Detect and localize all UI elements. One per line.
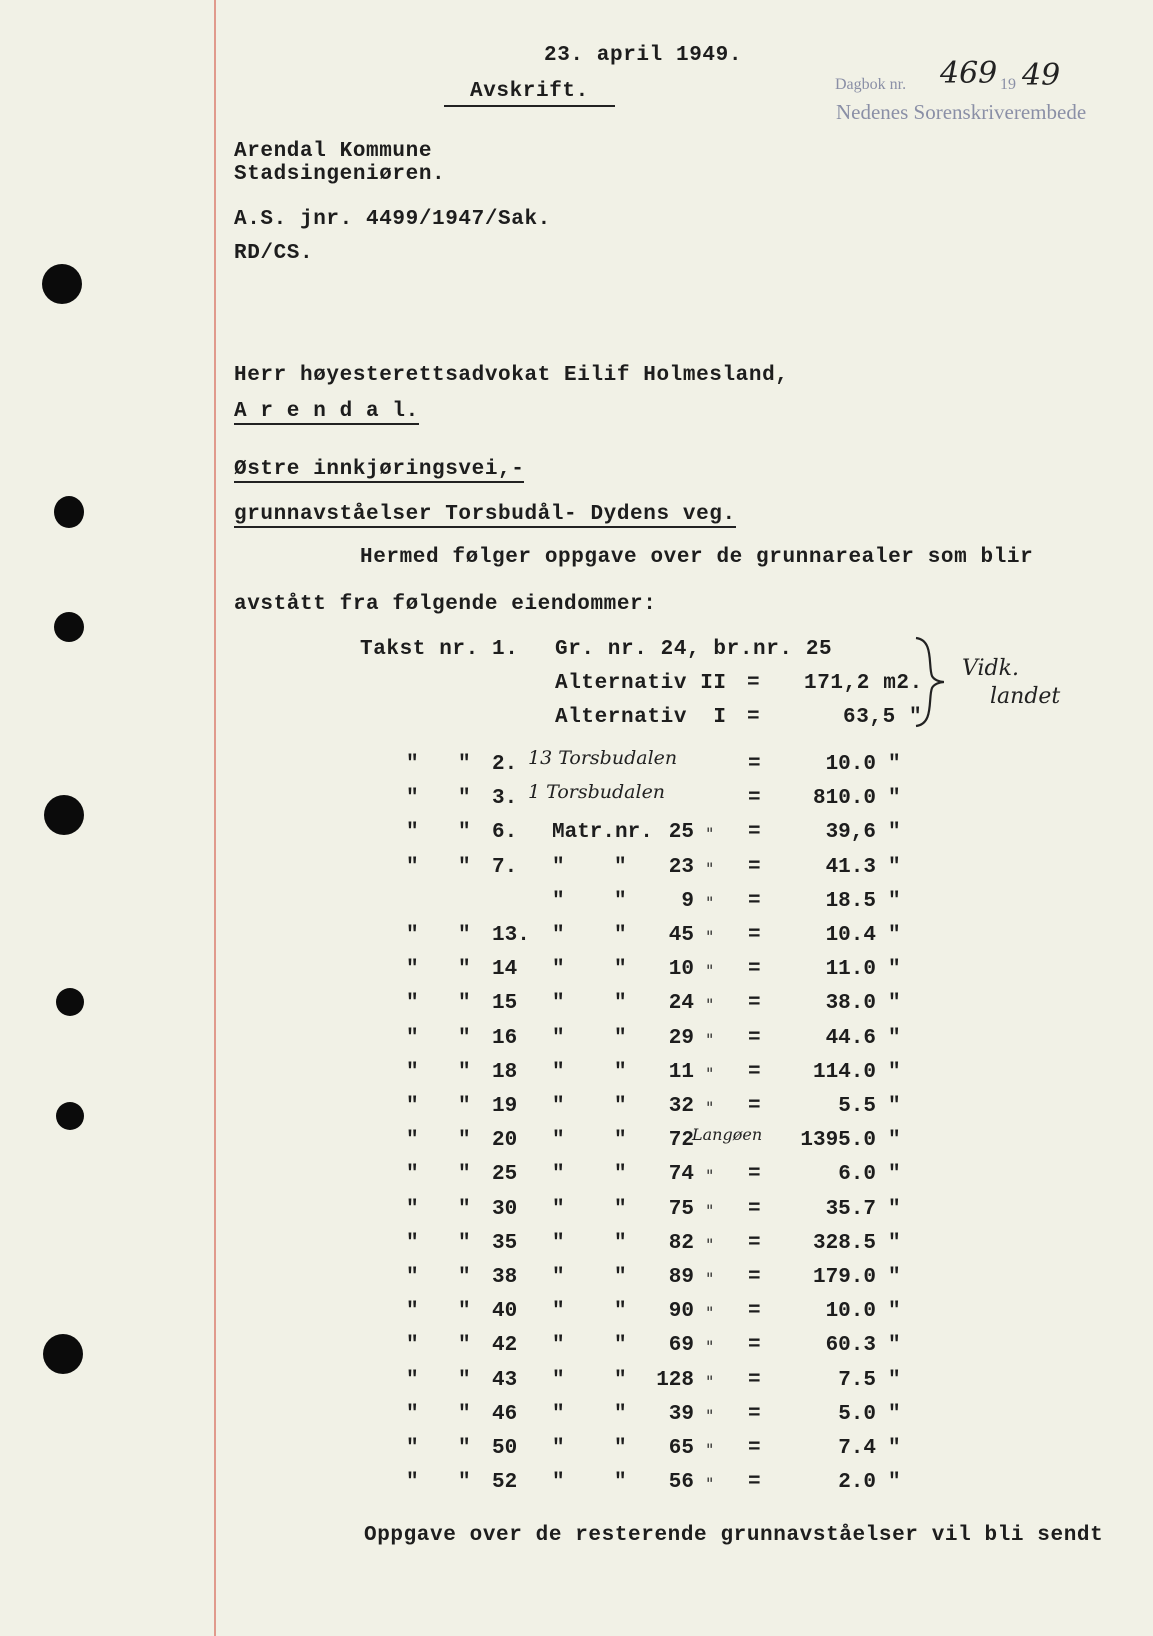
row-matr: 45: [668, 924, 694, 947]
row-matr: 56: [668, 1471, 694, 1495]
row-d2: ": [458, 1163, 471, 1187]
row-unit: ": [706, 961, 714, 981]
row-nr: 42: [492, 1334, 518, 1358]
row-d1: ": [406, 1095, 419, 1118]
row-value: 10.0: [825, 1300, 876, 1324]
row-matr: 9: [681, 889, 694, 913]
row-eq: =: [748, 1471, 761, 1495]
row-nr: 3.: [492, 787, 518, 811]
row-matr: 90: [668, 1300, 694, 1324]
row-q: ": [888, 1163, 901, 1187]
row-q: ": [888, 958, 901, 982]
row-m2: ": [614, 1437, 627, 1460]
row-d2: ": [458, 1197, 471, 1221]
row-m1: ": [552, 1095, 565, 1118]
row-d1: ": [406, 1437, 419, 1460]
row-d1: ": [406, 1060, 419, 1084]
row-d1: ": [406, 1334, 419, 1358]
row-eq: =: [748, 992, 761, 1016]
row-d1: ": [406, 992, 419, 1016]
row-unit: ": [706, 824, 714, 844]
row-d2: ": [458, 1129, 471, 1153]
sender-line1: Arendal Kommune: [234, 140, 433, 163]
row-value: 35.7: [825, 1197, 876, 1221]
row-d1: ": [406, 855, 419, 879]
row-q: ": [888, 787, 901, 811]
row-unit: ": [706, 1098, 714, 1117]
row-m2: ": [614, 1163, 627, 1187]
row-nr: 35: [492, 1231, 518, 1255]
row-matr: 23: [668, 855, 694, 879]
body-intro-line2: avstått fra følgende eiendommer:: [234, 593, 657, 616]
takst-label: Takst nr. 1.: [360, 638, 519, 661]
row-matr: 10: [668, 958, 694, 982]
row-value: 41.3: [825, 855, 876, 879]
row-unit: ": [706, 1234, 714, 1254]
row-nr: 40: [492, 1300, 518, 1324]
row-q: ": [888, 1437, 901, 1460]
row-m1: ": [552, 1231, 565, 1255]
document-date: 23. april 1949.: [544, 44, 743, 67]
row-matr: 24: [668, 992, 694, 1016]
row-m2: ": [614, 1231, 627, 1255]
row-q: ": [888, 1334, 901, 1358]
row-q: ": [888, 1129, 901, 1153]
row-eq: =: [748, 855, 761, 879]
row-value: 179.0: [812, 1266, 876, 1289]
row-m2: ": [614, 1368, 627, 1392]
row-matr: 75: [668, 1197, 694, 1221]
row-q: ": [888, 1266, 901, 1289]
row-d1: ": [406, 1163, 419, 1187]
row-m2: ": [614, 1026, 627, 1050]
row-m1: ": [552, 1197, 565, 1221]
row-nr: 52: [492, 1471, 518, 1495]
row-nr: 43: [492, 1368, 518, 1392]
row-d1: ": [406, 787, 419, 811]
recipient-place: A r e n d a l.: [234, 400, 419, 423]
row-unit: ": [706, 1337, 714, 1357]
row-m1: ": [552, 1026, 565, 1050]
row-q: ": [888, 753, 901, 776]
row-nr: 46: [492, 1402, 518, 1426]
row-nr: 15: [492, 992, 518, 1016]
row-q: ": [888, 924, 901, 947]
row-d1: ": [406, 1197, 419, 1221]
row-m1: ": [552, 958, 565, 982]
row-m1: ": [552, 992, 565, 1016]
row-d2: ": [458, 753, 471, 776]
row-m1: ": [552, 855, 565, 879]
row-unit: ": [706, 1269, 714, 1288]
row-d2: ": [458, 1334, 471, 1358]
row-d2: ": [458, 1402, 471, 1426]
reference-initials: RD/CS.: [234, 242, 314, 265]
row-q: ": [888, 1402, 901, 1426]
body-intro-line1: Hermed følger oppgave over de grunnarealer som blir: [360, 546, 1034, 569]
row-m1: ": [552, 889, 565, 913]
row-nr: 19: [492, 1095, 518, 1118]
row-matr: 69: [668, 1334, 694, 1358]
row-q: ": [888, 1300, 901, 1324]
row-eq: =: [748, 924, 761, 947]
row-value: 114.0: [812, 1060, 876, 1084]
row-nr: 7.: [492, 855, 518, 879]
row-d1: ": [406, 958, 419, 982]
row-unit: ": [706, 1166, 714, 1186]
closing-line: Oppgave over de resterende grunnavståelser vil bli sendt: [364, 1524, 1104, 1547]
row-d1: ": [406, 1471, 419, 1495]
alternative-2-eq: =: [747, 672, 761, 695]
row-m2: ": [614, 1197, 627, 1221]
row-value: 810.0: [812, 787, 876, 811]
reference-number: A.S. jnr. 4499/1947/Sak.: [234, 208, 551, 231]
row-d1: ": [406, 1368, 419, 1392]
row-unit: ": [706, 1303, 714, 1323]
stamp-number: 469: [940, 56, 998, 91]
subject-line1: Østre innkjøringsvei,-: [234, 458, 525, 481]
row-q: ": [888, 889, 901, 913]
document-title: Avskrift.: [444, 80, 615, 107]
margin-line: [214, 0, 216, 1636]
row-m2: ": [614, 924, 627, 947]
stamp-office: Nedenes Sorenskriverembede: [836, 100, 1087, 124]
row-m1: ": [552, 924, 565, 947]
row-eq: =: [748, 1300, 761, 1324]
row-matr: 11: [668, 1060, 694, 1084]
row-handwritten-note: Langøen: [692, 1125, 763, 1145]
row-eq: =: [748, 1402, 761, 1426]
row-q: ": [888, 1197, 901, 1221]
row-m1: ": [552, 1266, 565, 1289]
sender-line2: Stadsingeniøren.: [234, 163, 446, 186]
row-nr: 25: [492, 1163, 518, 1187]
punch-hole: [42, 264, 82, 304]
row-value: 18.5: [825, 889, 876, 913]
row-d2: ": [458, 1266, 471, 1289]
row-eq: =: [748, 1197, 761, 1221]
row-d2: ": [458, 787, 471, 811]
row-eq: =: [748, 889, 761, 913]
row-matr: 32: [668, 1095, 694, 1118]
recipient-name: Herr høyesterettsadvokat Eilif Holmesland,: [234, 364, 789, 387]
row-d2: ": [458, 1368, 471, 1392]
row-m2: ": [614, 958, 627, 982]
row-m1: ": [552, 1402, 565, 1426]
row-q: ": [888, 992, 901, 1016]
row-eq: =: [748, 1026, 761, 1050]
row-matr: 74: [668, 1163, 694, 1187]
row-unit: ": [706, 1405, 714, 1425]
row-m2: ": [614, 1095, 627, 1118]
row-d1: ": [406, 1026, 419, 1050]
row-m1: ": [552, 1300, 565, 1324]
row-value: 328.5: [812, 1231, 876, 1255]
row-matr: 29: [668, 1026, 694, 1050]
row-unit: ": [706, 892, 714, 912]
alternative-2-value: 171,2 m2.: [804, 672, 923, 695]
row-unit: ": [706, 927, 714, 946]
row-d1: ": [406, 821, 419, 845]
row-nr: 50: [492, 1437, 518, 1460]
row-d1: ": [406, 1266, 419, 1289]
row-value: 10.0: [825, 753, 876, 776]
row-d2: ": [458, 1095, 471, 1118]
row-eq: =: [748, 753, 761, 776]
row-m1: Matr.nr.: [552, 821, 653, 845]
row-d2: ": [458, 1300, 471, 1324]
handwritten-note-line2: landet: [990, 684, 1061, 709]
row-q: ": [888, 821, 901, 845]
punch-hole: [54, 612, 84, 642]
row-d2: ": [458, 1026, 471, 1050]
row-matr: 39: [668, 1402, 694, 1426]
row-nr: 18: [492, 1060, 518, 1084]
row-matr: 82: [668, 1231, 694, 1255]
row-nr: 2.: [492, 753, 518, 776]
punch-hole: [56, 988, 84, 1016]
row-value: 39,6: [825, 821, 876, 845]
row-value: 10.4: [825, 924, 876, 947]
row-d1: ": [406, 1300, 419, 1324]
row-d2: ": [458, 992, 471, 1016]
row-eq: =: [748, 1095, 761, 1118]
row-m2: ": [614, 1266, 627, 1289]
row-m1: ": [552, 1060, 565, 1084]
takst-gr-nr: Gr. nr. 24, br.nr. 25: [555, 638, 833, 661]
row-d1: ": [406, 1402, 419, 1426]
handwritten-note-line1: Vidk.: [962, 656, 1019, 681]
row-q: ": [888, 1095, 901, 1118]
alternative-1-value: 63,5 ": [843, 706, 923, 729]
row-handwritten-note: 1 Torsbudalen: [528, 781, 666, 804]
row-nr: 13.: [492, 924, 530, 947]
row-handwritten-note: 13 Torsbudalen: [528, 747, 678, 769]
row-unit: ": [706, 1474, 714, 1494]
row-eq: =: [748, 1266, 761, 1289]
row-unit: ": [706, 1029, 714, 1049]
row-eq: =: [748, 1163, 761, 1187]
row-nr: 20: [492, 1129, 518, 1153]
row-m2: ": [614, 1129, 627, 1153]
row-d2: ": [458, 1471, 471, 1495]
row-matr: 89: [668, 1266, 694, 1289]
row-value: 6.0: [838, 1163, 876, 1187]
row-unit: ": [706, 858, 714, 878]
row-nr: 14: [492, 958, 518, 982]
row-value: 1395.0: [800, 1129, 876, 1153]
row-matr: 128: [656, 1368, 694, 1392]
punch-hole: [54, 496, 84, 528]
row-m1: ": [552, 1163, 565, 1187]
row-q: ": [888, 1471, 901, 1495]
row-m1: ": [552, 1368, 565, 1392]
punch-hole: [44, 795, 84, 835]
stamp-year-prefix: 19: [1000, 76, 1016, 93]
row-value: 5.0: [838, 1402, 876, 1426]
curly-brace-icon: [912, 636, 948, 728]
row-m2: ": [614, 889, 627, 913]
row-value: 7.4: [838, 1437, 876, 1460]
row-d2: ": [458, 958, 471, 982]
row-m2: ": [614, 855, 627, 879]
row-value: 2.0: [838, 1471, 876, 1495]
subject-line2: grunnavståelser Torsbudål- Dydens veg.: [234, 503, 736, 526]
row-value: 38.0: [825, 992, 876, 1016]
row-q: ": [888, 1368, 901, 1392]
row-unit: ": [706, 1200, 714, 1220]
stamp-year: 49: [1022, 58, 1061, 93]
row-unit: ": [706, 1440, 714, 1459]
row-d2: ": [458, 855, 471, 879]
row-unit: ": [706, 995, 714, 1015]
row-eq: =: [748, 787, 761, 811]
row-d2: ": [458, 1060, 471, 1084]
row-m2: ": [614, 992, 627, 1016]
row-nr: 30: [492, 1197, 518, 1221]
row-m2: ": [614, 1471, 627, 1495]
row-m1: ": [552, 1129, 565, 1153]
row-q: ": [888, 1231, 901, 1255]
row-d2: ": [458, 1231, 471, 1255]
alternative-2-label: Alternativ II: [555, 672, 727, 695]
row-matr: 72: [668, 1129, 694, 1153]
row-q: ": [888, 855, 901, 879]
punch-hole: [43, 1334, 83, 1374]
row-value: 60.3: [825, 1334, 876, 1358]
row-value: 7.5: [838, 1368, 876, 1392]
row-eq: =: [748, 1437, 761, 1460]
row-d2: ": [458, 1437, 471, 1460]
row-value: 44.6: [825, 1026, 876, 1050]
row-m1: ": [552, 1471, 565, 1495]
row-eq: =: [748, 958, 761, 982]
row-d2: ": [458, 821, 471, 845]
row-q: ": [888, 1060, 901, 1084]
row-m2: ": [614, 1334, 627, 1358]
stamp-label: Dagbok nr.: [835, 76, 907, 93]
row-m2: ": [614, 1060, 627, 1084]
row-eq: =: [748, 1060, 761, 1084]
row-d2: ": [458, 924, 471, 947]
row-q: ": [888, 1026, 901, 1050]
row-d1: ": [406, 1129, 419, 1153]
row-value: 5.5: [838, 1095, 876, 1118]
row-d1: ": [406, 1231, 419, 1255]
row-eq: =: [748, 821, 761, 845]
punch-hole: [56, 1102, 84, 1130]
row-d1: ": [406, 753, 419, 776]
row-nr: 16: [492, 1026, 518, 1050]
row-matr: 65: [668, 1437, 694, 1460]
alternative-1-eq: =: [747, 706, 761, 729]
row-unit: ": [706, 1371, 714, 1391]
row-d1: ": [406, 924, 419, 947]
row-unit: ": [706, 1063, 714, 1083]
row-m1: ": [552, 1334, 565, 1358]
row-eq: =: [748, 1231, 761, 1255]
row-eq: =: [748, 1334, 761, 1358]
row-m1: ": [552, 1437, 565, 1460]
row-nr: 38: [492, 1266, 518, 1289]
row-value: 11.0: [825, 958, 876, 982]
row-eq: =: [748, 1368, 761, 1392]
row-matr: 25: [668, 821, 694, 845]
row-m2: ": [614, 1402, 627, 1426]
alternative-1-label: Alternativ I: [555, 706, 727, 729]
row-m2: ": [614, 1300, 627, 1324]
row-nr: 6.: [492, 821, 518, 845]
